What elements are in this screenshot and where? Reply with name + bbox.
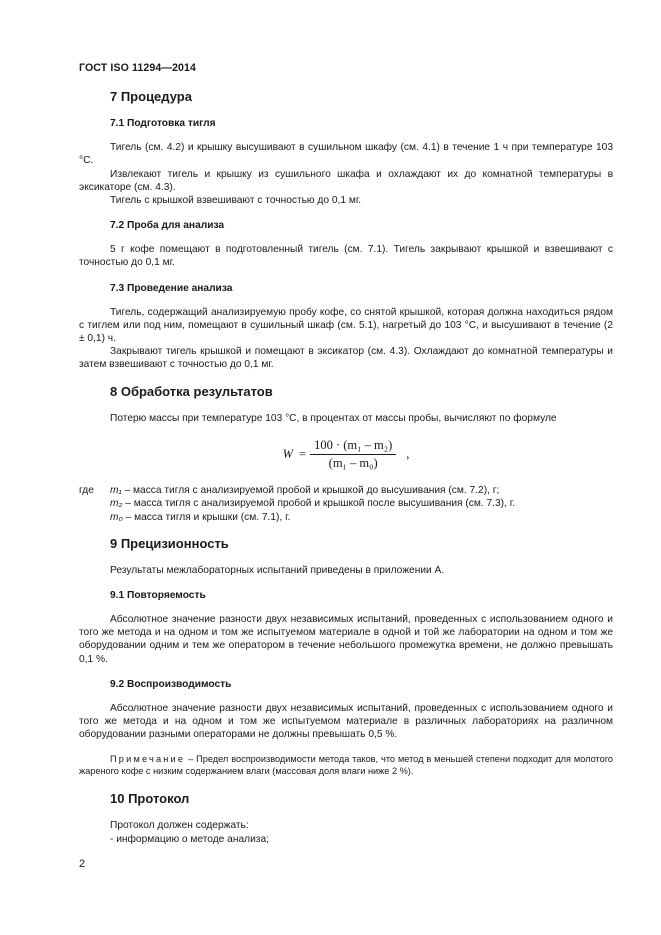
variable-description: – масса тигля и крышки (см. 7.1), г. [122,511,291,523]
variable-symbol: m₁ [110,485,122,497]
formula-comma: , [406,446,410,461]
formula [283,439,410,470]
paragraph: Протокол должен содержать: [110,820,249,832]
section-10-title: 10 Протокол [110,791,190,807]
section-7-1-title: 7.1 Подготовка тигля [110,118,216,130]
section-7-1-body [79,141,613,207]
section-7-3-body [79,306,613,372]
section-9-2-title: 9.2 Воспроизводимость [110,678,232,690]
formula-lhs: W [282,446,294,461]
formula-fraction [310,439,396,470]
paragraph: Абсолютное значение разности двух независимых испытаний, проведенных с использованием одного и того же метода и на одном и том же испытуемом материале в одной и той же лаборатории на одном и том же оборудовании одним и тем же оператором в течение небольшого промежутка времени, не должно превышать 0,1 %. [79,614,613,665]
section-7-title: 7 Процедура [110,89,192,105]
paragraph: Тигель с крышкой взвешивают с точностью до 0,1 мг. [110,195,362,207]
list-item [110,497,515,510]
paragraph: 5 г кофе помещают в подготовленный тигель (см. 7.1). Тигель закрывают крышкой и взвешивают с точностью до 0,1 мг. [79,244,613,269]
section-7-2-body [79,243,613,269]
section-8-title: 8 Обработка результатов [110,383,273,399]
paragraph: Абсолютное значение разности двух независимых испытаний, проведенных с использованием одного и того же метода и на одном и том же испытуемом материале в различных лабораториях на различном оборудовании разными операторами не должны превышать 0,5 %. [79,702,613,741]
section-7-2-title: 7.2 Проба для анализа [110,220,225,232]
paragraph: Тигель, содержащий анализируемую пробу кофе, со снятой крышкой, которая должна находиться рядом с тиглем или под ним, помещают в сушильный шкаф (см. 5.1), нагретый до 103 °С, и высушивают в течение (2 ± 0,1) ч. [79,306,613,345]
section-9-body [79,564,613,577]
paragraph: Извлекают тигель и крышку из сушильного шкафа и охлаждают их до комнатной температуры в эксикаторе (см. 4.3). [79,168,613,193]
section-9-title: 9 Прецизионность [110,535,229,551]
paragraph: Потерю массы при температуре 103 °С, в процентах от массы пробы, вычисляют по формуле [110,412,557,424]
formula-denominator: (m₁ – m₀) [328,456,378,471]
page-number: 2 [79,858,86,870]
document-header: ГОСТ ISO 11294—2014 [79,62,197,74]
section-7-3-title: 7.3 Проведение анализа [110,282,233,294]
section-9-1-title: 9.1 Повторяемость [110,590,206,602]
list-item [110,484,515,497]
note [79,753,613,777]
formula-numerator: 100 · (m₁ – m₂) [310,439,396,455]
formula-block [79,439,613,470]
variable-description: – масса тигля с анализируемой пробой и крышкой до высушивания (см. 7.2), г; [121,485,500,497]
variable-symbol: m₂ [110,498,123,510]
variable-definitions [79,484,613,524]
section-10-body [79,819,613,845]
section-9-1-body [79,613,613,666]
paragraph: Закрывают тигель крышкой и помещают в эксикатор (см. 4.3). Охлаждают до комнатной температуры и затем взвешивают с точностью до 0,1 мг. [79,346,613,371]
note-text: – Предел воспроизводимости метода таков, что метод в меньшей степени подходит для молотого жареного кофе с низким содержанием влаги (массовая доля влаги ниже 2 %). [79,754,613,777]
paragraph: - информацию о методе анализа; [110,833,269,845]
list-item [110,511,515,524]
paragraph: Тигель (см. 4.2) и крышку высушивают в сушильном шкафу (см. 4.1) в течение 1 ч при температуре 103 °С. [79,142,613,167]
section-9-2-body [79,702,613,742]
formula-equals: = [299,446,307,461]
variable-symbol: m₀ [110,511,123,523]
where-label: где [79,485,94,497]
variable-list [110,484,515,524]
paragraph: Результаты межлабораторных испытаний приведены в приложении А. [110,564,445,576]
variable-description: – масса тигля с анализируемой пробой и крышкой после высушивания (см. 7.3), г. [122,498,516,510]
note-label: Примечание [110,754,186,765]
